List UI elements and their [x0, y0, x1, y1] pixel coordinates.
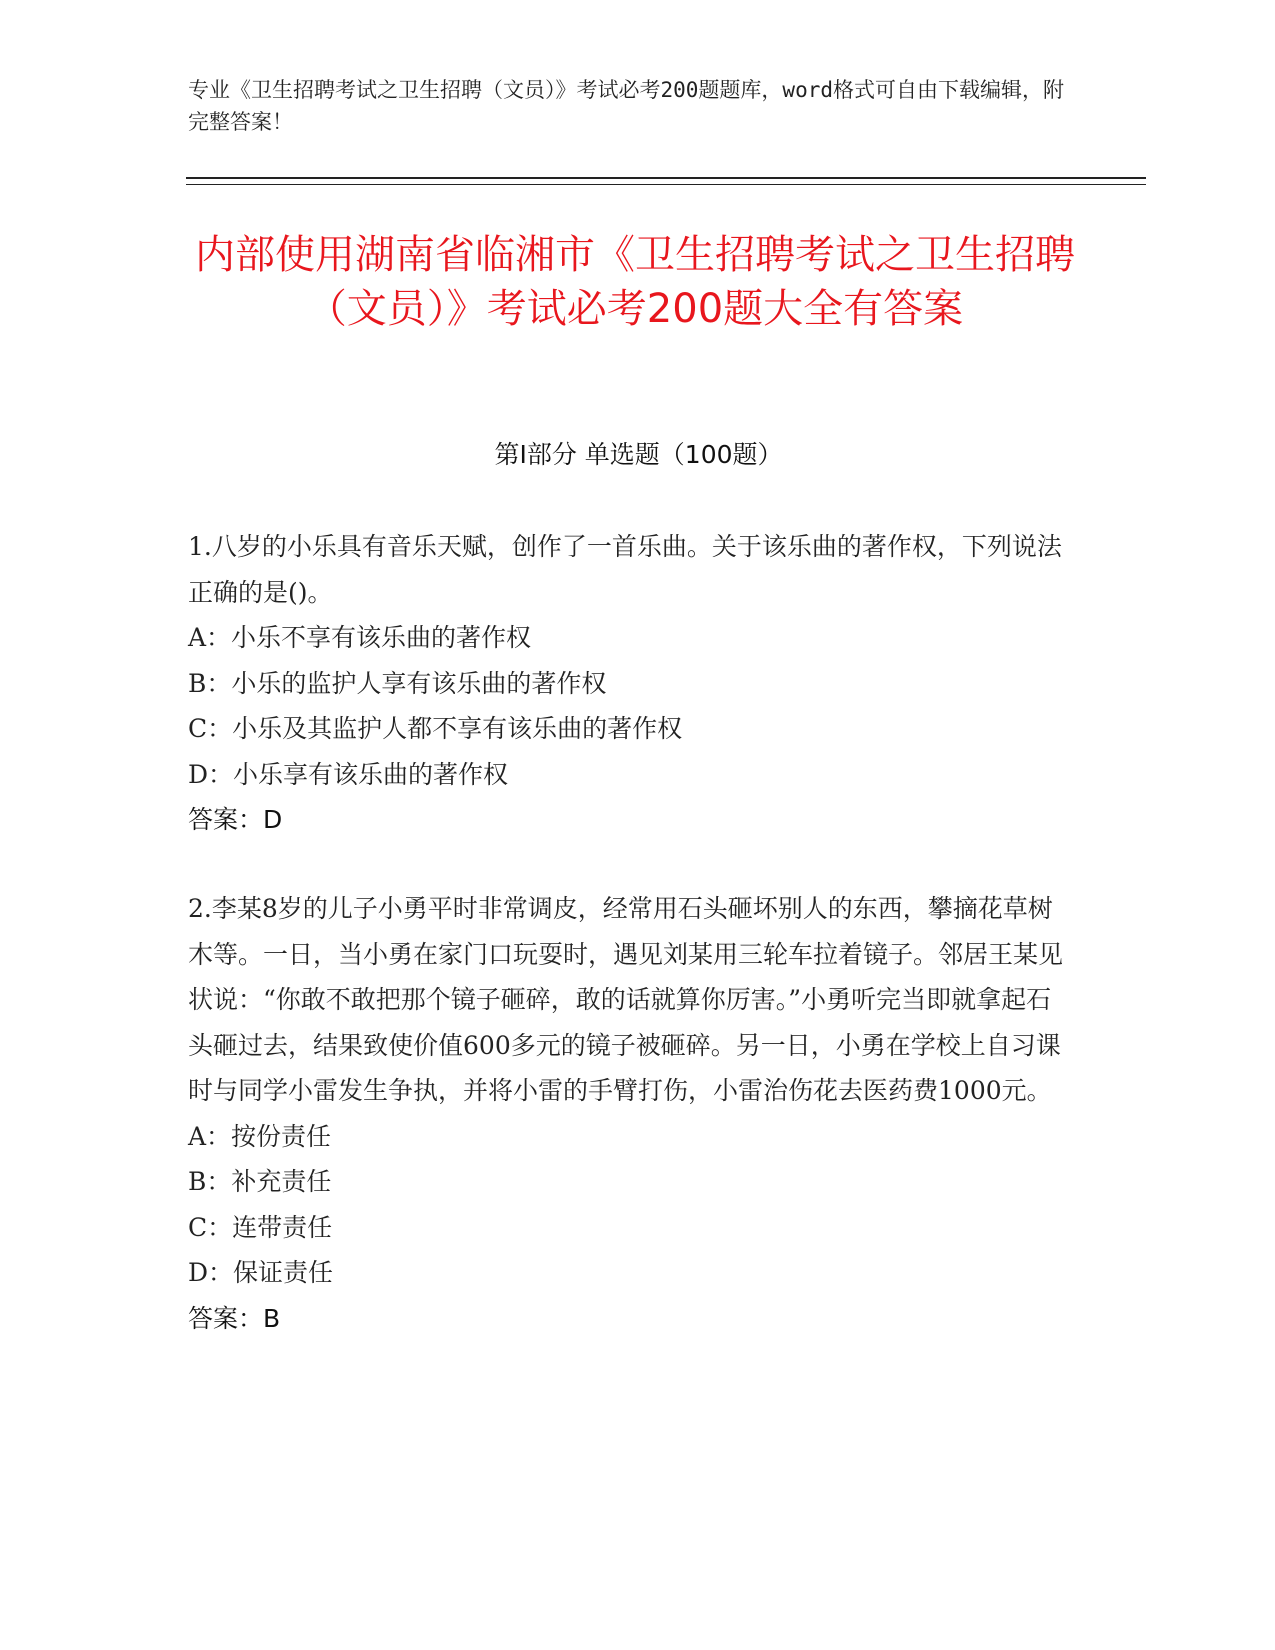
question-item — [188, 524, 1068, 843]
question-text: 2.李某8岁的儿子小勇平时非常调皮，经常用石头砸坏别人的东西，攀摘花草树木等。一日，当小勇在家门口玩耍时，遇见刘某用三轮车拉着镜子。邻居王某见状说：“你敢不敢把那个镜子砸碎，敢的话就算你厉害。”小勇听完当即就拿起石头砸过去，结果致使价值600多元的镜子被砸碎。另一日，小勇在学校上自习课时与同学小雷发生争执，并将小雷的手臂打伤，小雷治伤花去医药费1000元。 — [188, 894, 1064, 1105]
header-note: 专业《卫生招聘考试之卫生招聘（文员）》考试必考200题题库，word格式可自由下载编辑，附完整答案！ — [188, 78, 1064, 134]
answer-label: 答案：B — [188, 1303, 281, 1333]
question-text: 1.八岁的小乐具有音乐天赋，创作了一首乐曲。关于该乐曲的著作权，下列说法正确的是()。 — [188, 532, 1062, 607]
option-c: C：连带责任 — [188, 1212, 333, 1242]
option-d: D：保证责任 — [188, 1258, 334, 1287]
header-divider-thick — [186, 177, 1146, 179]
option-a: A：按份责任 — [188, 1121, 332, 1151]
option-b: B：补充责任 — [188, 1167, 332, 1196]
header-divider-thin — [186, 184, 1146, 185]
question-item — [188, 886, 1068, 1341]
answer-label: 答案：D — [188, 805, 283, 834]
section-heading: 第Ⅰ部分 单选题（100题） — [494, 440, 783, 469]
option-d: D：小乐享有该乐曲的著作权 — [188, 759, 509, 789]
option-b: B：小乐的监护人享有该乐曲的著作权 — [188, 668, 607, 698]
document-title: 内部使用湖南省临湘市《卫生招聘考试之卫生招聘（文员）》考试必考200题大全有答案 — [195, 232, 1075, 332]
option-c: C：小乐及其监护人都不享有该乐曲的著作权 — [188, 714, 683, 743]
option-a: A：小乐不享有该乐曲的著作权 — [188, 623, 532, 652]
